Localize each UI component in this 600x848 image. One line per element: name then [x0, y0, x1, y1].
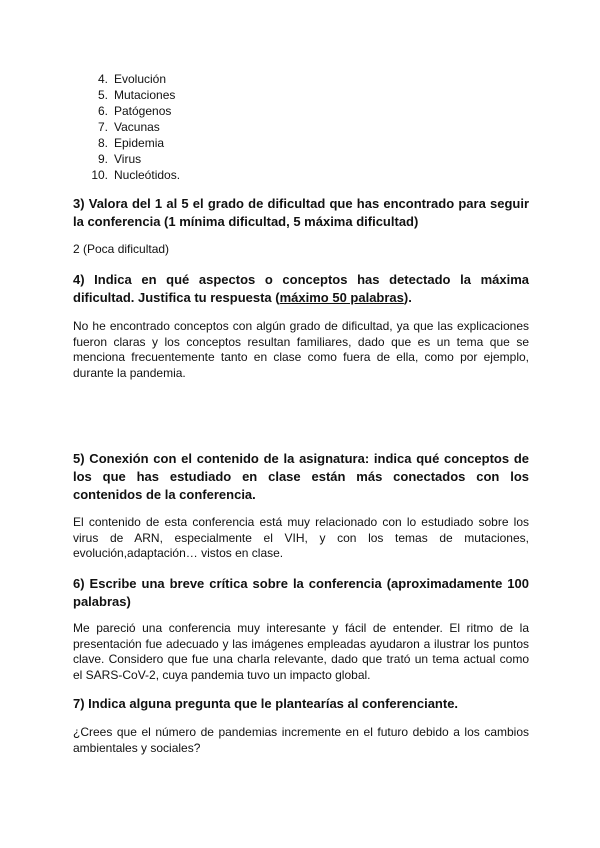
concept-list: [88, 71, 180, 183]
question-5-heading: 5) Conexión con el contenido de la asignatura: indica qué conceptos de los que has estudiado en clase están más conectados con los contenidos de la conferencia.: [73, 451, 529, 502]
list-item: 6. Patógenos: [97, 104, 172, 118]
question-6-heading: 6) Escribe una breve crítica sobre la conferencia (aproximadamente 100 palabras): [73, 576, 529, 609]
list-item: 7. Vacunas: [97, 120, 160, 134]
question-3-heading: 3) Valora del 1 al 5 el grado de dificultad que has encontrado para seguir la conferencia (1 mínima dificultad, 5 máxima dificultad): [73, 196, 529, 229]
question-5-answer: El contenido de esta conferencia está muy relacionado con lo estudiado sobre los virus de ARN, especialmente el VIH, y con los temas de mutaciones, evolución,adaptación… vistos en clase.: [73, 515, 529, 560]
question-4-heading: 4) Indica en qué aspectos o conceptos has detectado la máxima dificultad. Justifica tu respuesta (máximo 50 palabras).: [73, 272, 529, 305]
word-limit-note: máximo 50 palabras: [279, 290, 404, 305]
list-item: 4. Evolución: [97, 72, 167, 86]
list-item: 9. Virus: [97, 152, 142, 166]
question-4-answer: No he encontrado conceptos con algún grado de dificultad, ya que las explicaciones fueron claras y los conceptos resultan familiares, dado que es un tema que se menciona frecuentemente tanto en clase como fuera de ella, como por ejemplo, durante la pandemia.: [73, 319, 529, 380]
list-item: 5. Mutaciones: [97, 88, 176, 102]
question-7-answer: ¿Crees que el número de pandemias incremente en el futuro debido a los cambios ambientales y sociales?: [73, 725, 529, 755]
list-item: 10. Nucleótidos.: [91, 168, 181, 182]
list-item: 8. Epidemia: [97, 136, 165, 150]
question-3-answer: 2 (Poca dificultad): [73, 242, 170, 256]
question-6-answer: Me pareció una conferencia muy interesante y fácil de entender. El ritmo de la presentación fue adecuado y las imágenes empleadas ayudaron a ilustrar los puntos clave. Considero que fue una charla relevante, dado que trató un tema actual como el SARS-CoV-2, cuya pandemia tuvo un impacto global.: [73, 621, 529, 682]
question-7-heading: 7) Indica alguna pregunta que le plantearías al conferenciante.: [73, 696, 459, 711]
